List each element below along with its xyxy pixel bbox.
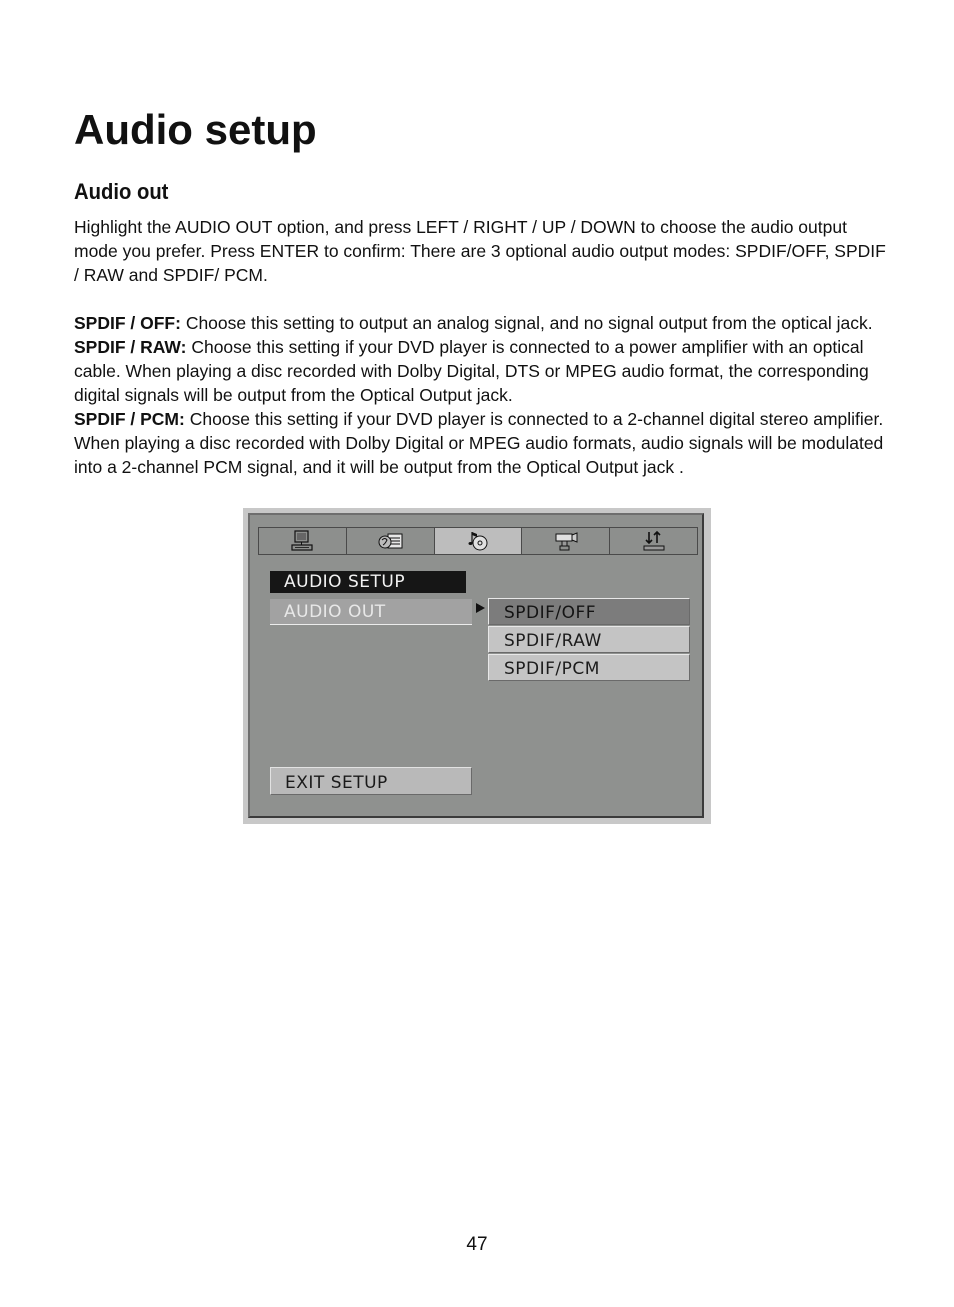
definition-text: Choose this setting to output an analog signal, and no signal output from the optical jack. [180,313,873,333]
preference-arrows-icon [639,529,669,553]
intro-paragraph: Highlight the AUDIO OUT option, and press LEFT / RIGHT / UP / DOWN to choose the audio output mode you prefer. Press ENTER to confirm: There are 3 optional audio output modes: SPDIF/OFF, SPDIF / RAW and SPDIF/ PCM. [74,217,886,285]
monitor-icon [287,529,317,553]
definition-spdif-raw [74,335,894,407]
definition-term: SPDIF / RAW: [74,337,187,357]
setup-tab-bar [258,527,698,557]
option-spdif-off[interactable]: SPDIF/OFF [488,598,690,625]
video-camera-icon [551,529,581,553]
definition-text: Choose this setting if your DVD player is connected to a power amplifier with an optical cable. When playing a disc recorded with Dolby Digital, DTS or MPEG audio format, the corresponding digital signals will be output from the Optical Output jack. [74,337,869,405]
audio-disc-icon [463,529,493,553]
menu-header-audio-setup: AUDIO SETUP [270,571,466,593]
option-spdif-raw[interactable]: SPDIF/RAW [488,626,690,653]
osd-panel [248,513,704,818]
definition-term: SPDIF / PCM: [74,409,185,429]
definition-spdif-pcm [74,407,894,479]
tab-language-setup[interactable] [346,527,434,555]
language-icon [375,529,405,553]
tab-video-setup[interactable] [521,527,609,555]
tab-general-setup[interactable] [258,527,346,555]
audio-setup-menu-screenshot [243,508,711,824]
section-title: Audio out [74,179,169,204]
definition-spdif-off [74,311,894,335]
definition-term: SPDIF / OFF: [74,313,181,333]
page-number: 47 [466,1234,488,1255]
definition-text: Choose this setting if your DVD player is connected to a 2-channel digital stereo amplifier. When playing a disc recorded with Dolby Digital or MPEG audio formats, audio signals will be modulated into a 2-channel PCM signal, and it will be output from the Optical Output jack . [74,409,884,477]
tab-preference-setup[interactable] [609,527,698,555]
tab-audio-setup[interactable] [434,527,522,555]
submenu-arrow-icon [476,603,485,613]
menu-item-audio-out[interactable]: AUDIO OUT [270,599,472,625]
exit-setup-button[interactable]: EXIT SETUP [270,767,472,795]
page-title: Audio setup [74,106,317,153]
definitions-list [74,311,894,479]
audio-out-submenu [488,598,690,682]
option-spdif-pcm[interactable]: SPDIF/PCM [488,654,690,681]
